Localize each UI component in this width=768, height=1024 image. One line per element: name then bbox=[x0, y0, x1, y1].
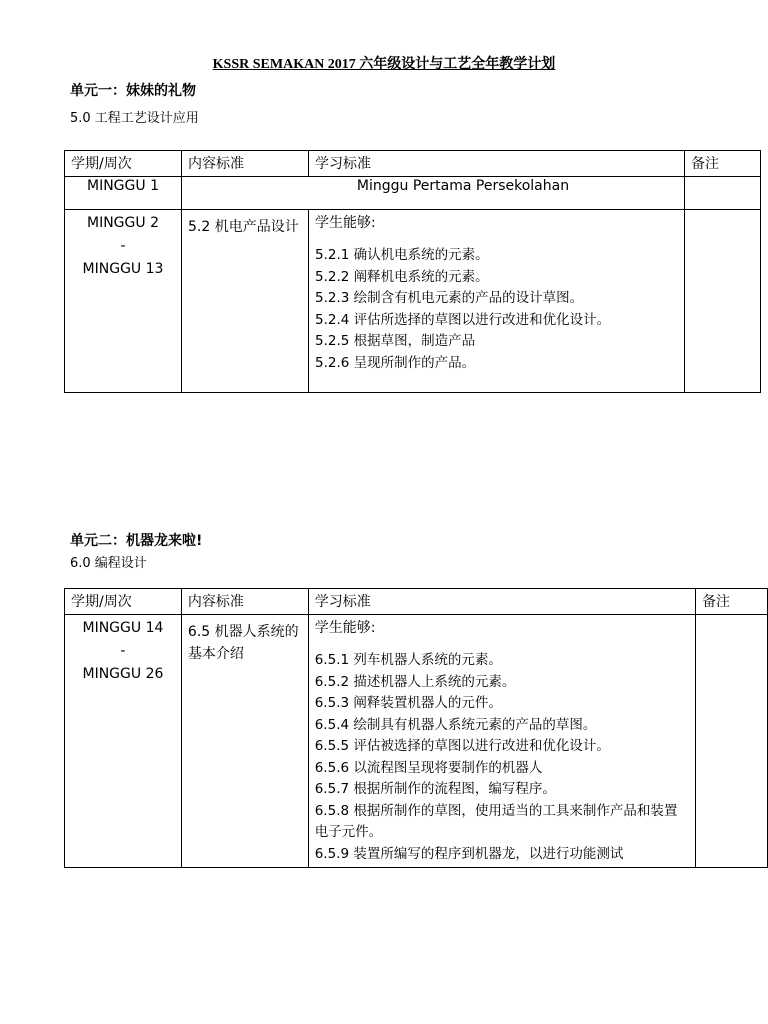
week-range-cell bbox=[65, 615, 182, 868]
week-end: MINGGU 26 bbox=[82, 666, 164, 682]
week-cell: MINGGU 1 bbox=[65, 177, 182, 210]
content-standard-cell: 5.2 机电产品设计 bbox=[182, 210, 309, 393]
week-start: MINGGU 14 bbox=[82, 620, 164, 636]
learning-standard-item: 5.2.1 确认机电系统的元素。 bbox=[315, 247, 489, 263]
unit1-row-week1 bbox=[65, 177, 761, 210]
learning-standard-item: 6.5.1 列车机器人系统的元素。 bbox=[314, 652, 502, 668]
unit2-heading: 单元二：机器龙来啦! bbox=[70, 533, 203, 549]
week-range-dash: - bbox=[120, 643, 126, 659]
week-start: MINGGU 2 bbox=[87, 215, 159, 231]
unit1-table bbox=[64, 150, 761, 393]
header-remarks: 备注 bbox=[696, 589, 768, 615]
remarks-cell bbox=[696, 615, 768, 868]
learning-standard-intro: 学生能够: bbox=[315, 215, 376, 231]
unit2-table bbox=[64, 588, 768, 868]
header-remarks: 备注 bbox=[685, 151, 761, 177]
learning-standard-item: 5.2.2 阐释机电系统的元素。 bbox=[315, 268, 489, 285]
learning-standard-item: 5.2.6 呈现所制作的产品。 bbox=[315, 354, 476, 371]
learning-standard-item: 6.5.7 根据所制作的流程图，编写程序。 bbox=[314, 781, 556, 797]
header-term-week: 学期/周次 bbox=[65, 589, 182, 615]
learning-standard-cell bbox=[309, 210, 685, 393]
week-range-dash: - bbox=[120, 238, 126, 254]
unit1-row-weeks-2-13 bbox=[65, 210, 761, 393]
learning-standard-item: 6.5.2 描述机器人上系统的元素。 bbox=[314, 673, 516, 690]
unit1-heading: 单元一：妹妹的礼物 bbox=[70, 83, 196, 99]
learning-standard-item: 6.5.4 绘制具有机器人系统元素的产品的草图。 bbox=[314, 716, 597, 733]
header-content-standard: 内容标准 bbox=[181, 589, 308, 615]
week-end: MINGGU 13 bbox=[82, 261, 164, 277]
document-title: KSSR SEMAKAN 2017 六年级设计与工艺全年教学计划 bbox=[212, 57, 556, 72]
unit1-header-row bbox=[65, 151, 761, 177]
learning-standard-item: 6.5.5 评估被选择的草图以进行改进和优化设计。 bbox=[314, 738, 610, 754]
header-content-standard: 内容标准 bbox=[182, 151, 309, 177]
learning-standard-item: 6.5.8 根据所制作的草图，使用适当的工具来制作产品和装置电子元件。 bbox=[314, 802, 678, 840]
learning-standard-item: 5.2.5 根据草图，制造产品 bbox=[315, 333, 476, 349]
orientation-week-note: Minggu Pertama Persekolahan bbox=[182, 177, 685, 210]
unit2-row-weeks-14-26 bbox=[65, 615, 768, 868]
learning-standard-intro: 学生能够: bbox=[314, 620, 376, 636]
week-range-cell bbox=[65, 210, 182, 393]
learning-standard-item: 6.5.9 装置所编写的程序到机器龙，以进行功能测试 bbox=[314, 845, 624, 862]
content-standard-cell: 6.5 机器人系统的基本介绍 bbox=[181, 615, 308, 868]
learning-standard-item: 6.5.6 以流程图呈现将要制作的机器人 bbox=[314, 759, 543, 776]
header-learning-standard: 学习标准 bbox=[309, 151, 685, 177]
unit2-header-row bbox=[65, 589, 768, 615]
remarks-cell bbox=[685, 177, 761, 210]
unit2-subheading: 6.0 编程设计 bbox=[70, 556, 147, 571]
learning-standard-item: 5.2.3 绘制含有机电元素的产品的设计草图。 bbox=[315, 290, 584, 306]
unit1-subheading: 5.0 工程工艺设计应用 bbox=[70, 111, 199, 126]
learning-standard-item: 6.5.3 阐释装置机器人的元件。 bbox=[314, 695, 502, 711]
header-term-week: 学期/周次 bbox=[65, 151, 182, 177]
remarks-cell bbox=[685, 210, 761, 393]
learning-standard-cell bbox=[308, 615, 695, 868]
header-learning-standard: 学习标准 bbox=[308, 589, 695, 615]
learning-standard-item: 5.2.4 评估所选择的草图以进行改进和优化设计。 bbox=[315, 311, 611, 328]
